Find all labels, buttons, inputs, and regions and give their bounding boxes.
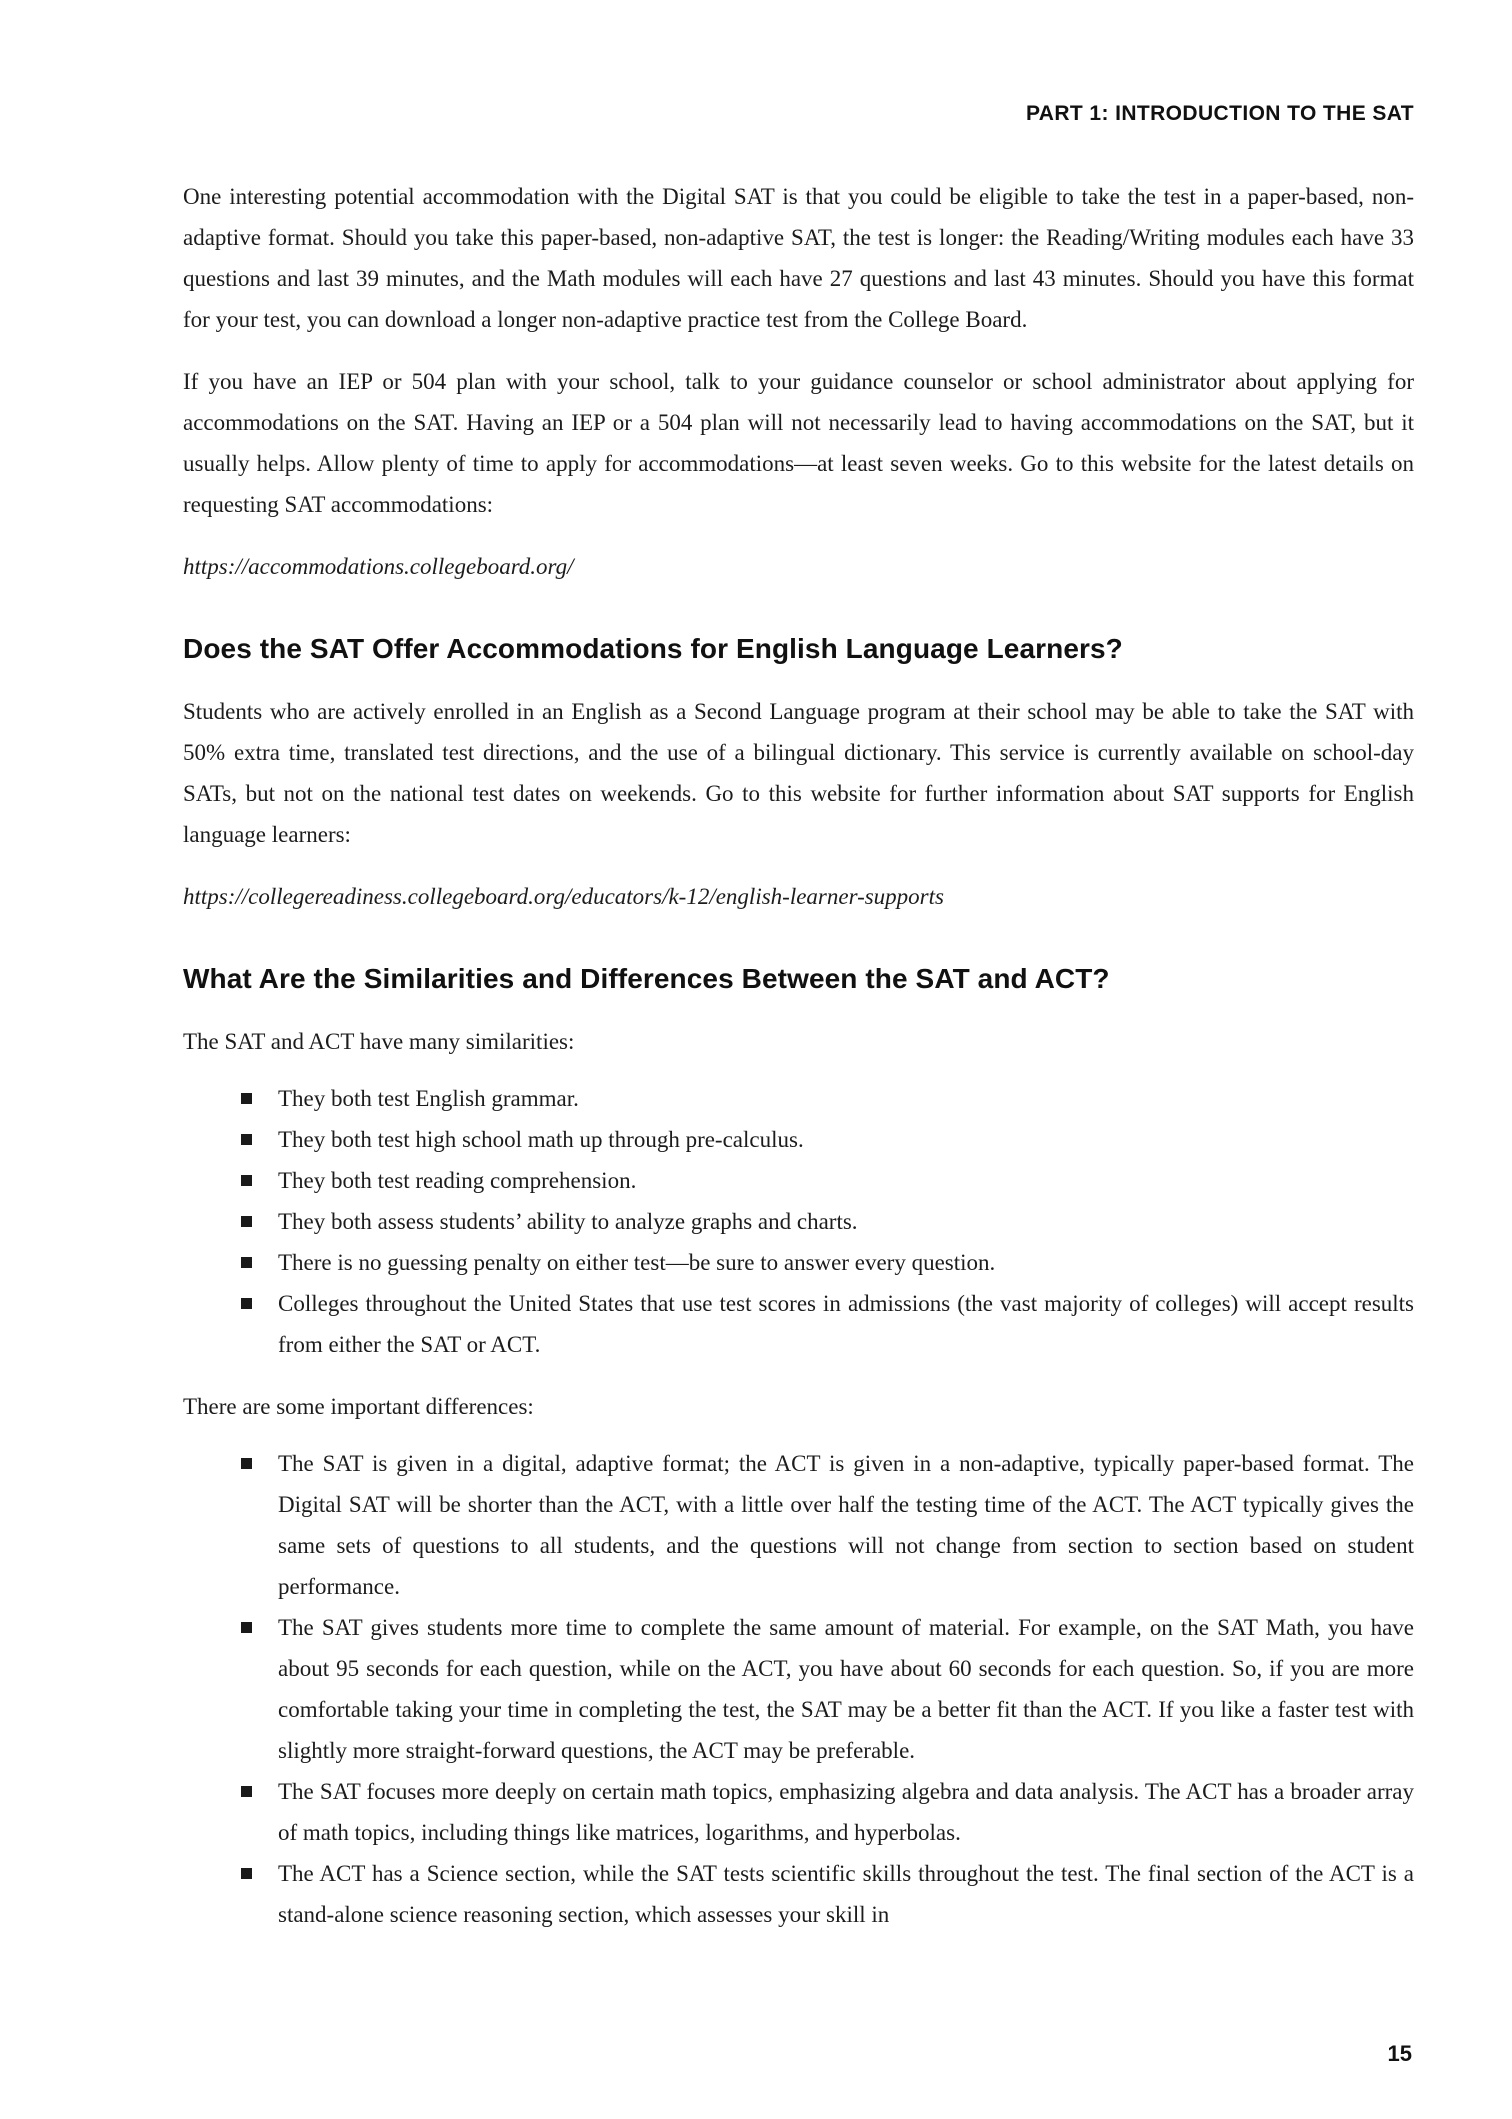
bullet-square-icon	[241, 1868, 252, 1879]
page-content	[183, 176, 1414, 1935]
similarities-list	[183, 1078, 1414, 1365]
link-accommodations-url[interactable]: https://accommodations.collegeboard.org/	[183, 554, 574, 579]
page-number: 15	[1387, 2041, 1412, 2066]
bullet-square-icon	[241, 1134, 252, 1145]
link-english-learner-supports-url[interactable]: https://collegereadiness.collegeboard.org/educators/k-12/english-learner-supports	[183, 884, 944, 909]
list-item: They both assess students’ ability to analyze graphs and charts.	[183, 1201, 1414, 1242]
bullet-square-icon	[241, 1622, 252, 1633]
list-item: The SAT focuses more deeply on certain math topics, emphasizing algebra and data analysis. The ACT has a broader array of math topics, including things like matrices, logarithms, and hyperbolas.	[183, 1771, 1414, 1853]
bullet-square-icon	[241, 1093, 252, 1104]
list-item: They both test high school math up through pre-calculus.	[183, 1119, 1414, 1160]
paragraph-differences-intro: There are some important differences:	[183, 1394, 534, 1419]
list-item: Colleges throughout the United States that use test scores in admissions (the vast majority of colleges) will accept results from either the SAT or ACT.	[183, 1283, 1414, 1365]
paragraph-paper-based-format: One interesting potential accommodation with the Digital SAT is that you could be eligible to take the test in a paper-based, non-adaptive format. Should you take this paper-based, non-adaptive SAT, the test is longer: the Reading/Writing modules each have 33 questions and last 39 minutes, and the Math modules will each have 27 questions and last 43 minutes. Should you have this format for your test, you can download a longer non-adaptive practice test from the College Board.	[183, 184, 1414, 332]
paragraph-similarities-intro: The SAT and ACT have many similarities:	[183, 1029, 575, 1054]
running-header: PART 1: INTRODUCTION TO THE SAT	[1025, 102, 1414, 125]
list-item: They both test reading comprehension.	[183, 1160, 1414, 1201]
paragraph-esl-supports: Students who are actively enrolled in an English as a Second Language program at their school may be able to take the SAT with 50% extra time, translated test directions, and the use of a bilingual dictionary. This service is currently available on school-day SATs, but not on the national test dates on weekends. Go to this website for further information about SAT supports for English language learners:	[183, 699, 1414, 847]
bullet-square-icon	[241, 1257, 252, 1268]
bullet-square-icon	[241, 1458, 252, 1469]
bullet-square-icon	[241, 1786, 252, 1797]
list-item: The SAT gives students more time to complete the same amount of material. For example, on the SAT Math, you have about 95 seconds for each question, while on the ACT, you have about 60 seconds for each question. So, if you are more comfortable taking your time in completing the test, the SAT may be a better fit than the ACT. If you like a faster test with slightly more straight-forward questions, the ACT may be preferable.	[183, 1607, 1414, 1771]
bullet-square-icon	[241, 1175, 252, 1186]
paragraph-iep-504-plan: If you have an IEP or 504 plan with your school, talk to your guidance counselor or school administrator about applying for accommodations on the SAT. Having an IEP or a 504 plan will not necessarily lead to having accommodations on the SAT, but it usually helps. Allow plenty of time to apply for accommodations—at least seven weeks. Go to this website for the latest details on requesting SAT accommodations:	[183, 369, 1414, 517]
list-item: The ACT has a Science section, while the SAT tests scientific skills throughout the test. The final section of the ACT is a stand-alone science reasoning section, which assesses your skill in	[183, 1853, 1414, 1935]
heading-english-language-learners: Does the SAT Offer Accommodations for English Language Learners?	[183, 633, 1123, 664]
list-item: They both test English grammar.	[183, 1078, 1414, 1119]
bullet-square-icon	[241, 1298, 252, 1309]
heading-sat-act-similarities-differences: What Are the Similarities and Differences Between the SAT and ACT?	[183, 963, 1110, 994]
list-item: The SAT is given in a digital, adaptive format; the ACT is given in a non-adaptive, typically paper-based format. The Digital SAT will be shorter than the ACT, with a little over half the testing time of the ACT. The ACT typically gives the same sets of questions to all students, and the questions will not change from section to section based on student performance.	[183, 1443, 1414, 1607]
list-item: There is no guessing penalty on either test—be sure to answer every question.	[183, 1242, 1414, 1283]
differences-list	[183, 1443, 1414, 1935]
bullet-square-icon	[241, 1216, 252, 1227]
